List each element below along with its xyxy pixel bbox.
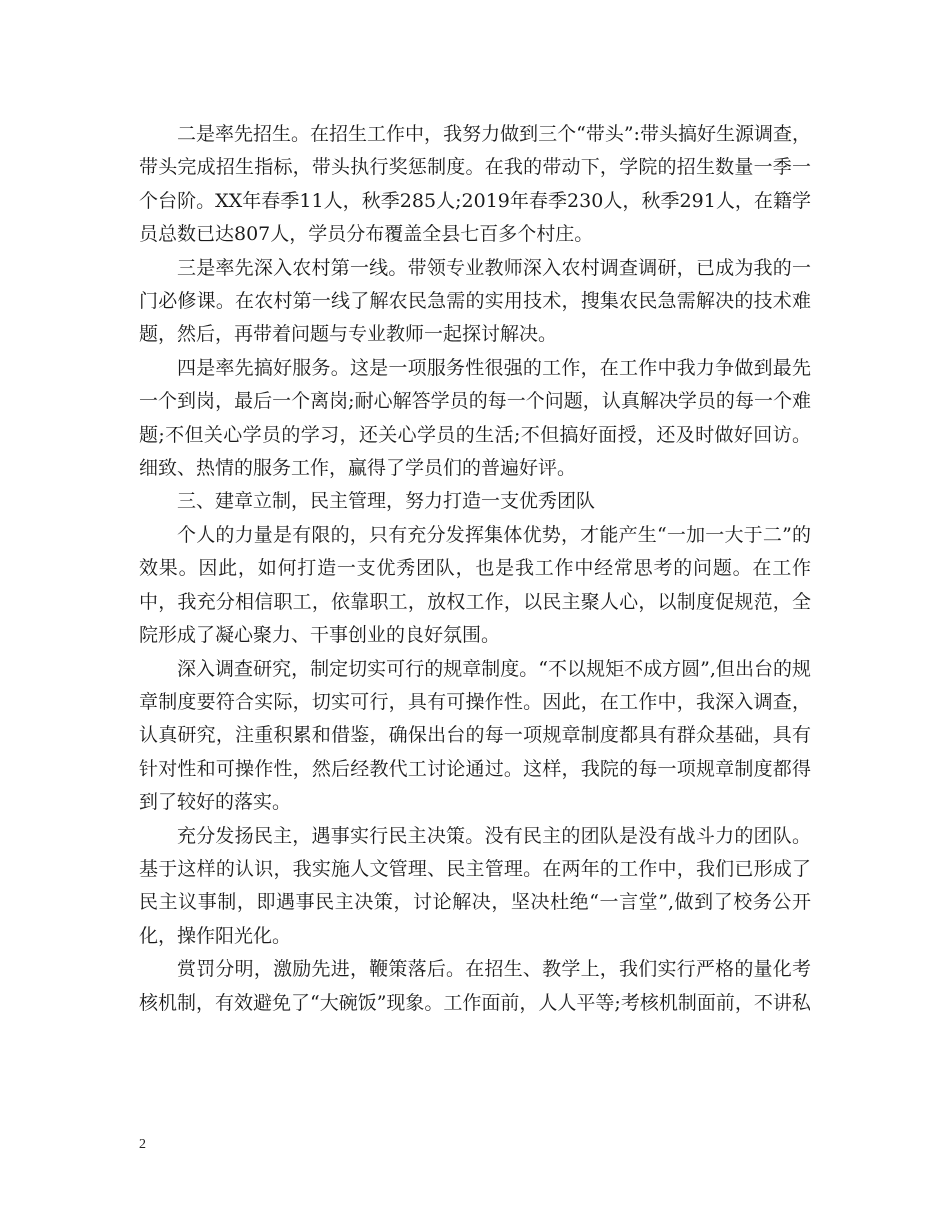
page-number: 2: [139, 1137, 146, 1152]
paragraph-rewards: 赏罚分明，激励先进，鞭策落后。在招生、教学上，我们实行严格的量化考核机制，有效避免了“大碗饭”现象。工作面前，人人平等;考核机制面前，不讲私: [139, 958, 811, 1014]
paragraph-service: 四是率先搞好服务。这是一项服务性很强的工作，在工作中我力争做到最先一个到岗，最后一个离岗;耐心解答学员的每一个问题，认真解决学员的每一个难题;不但关心学员的学习，还关心学员的生活;不但搞好面授，还及时做好回访。细致、热情的服务工作，赢得了学员们的普遍好评。: [139, 356, 811, 480]
paragraph-rural-frontline: 三是率先深入农村第一线。带领专业教师深入农村调查调研，已成为我的一门必修课。在农村第一线了解农民急需的实用技术，搜集农民急需解决的技术难题，然后，再带着问题与专业教师一起探讨解决。: [139, 256, 811, 346]
paragraph-team-strength: 个人的力量是有限的，只有充分发挥集体优势，才能产生“一加一大于二”的效果。因此，如何打造一支优秀团队，也是我工作中经常思考的问题。在工作中，我充分相信职工，依靠职工，放权工作，以民主聚人心，以制度促规范，全院形成了凝心聚力、干事创业的良好氛围。: [139, 523, 811, 647]
section-heading-team-building: 三、建章立制，民主管理，努力打造一支优秀团队: [177, 490, 596, 513]
document-body: [139, 118, 811, 1020]
paragraph-democracy: 充分发扬民主，遇事实行民主决策。没有民主的团队是没有战斗力的团队。基于这样的认识，我实施人文管理、民主管理。在两年的工作中，我们已形成了民主议事制，即遇事民主决策，讨论解决，坚决杜绝“一言堂”,做到了校务公开化，操作阳光化。: [139, 824, 811, 947]
paragraph-rules-system: 深入调查研究，制定切实可行的规章制度。“不以规矩不成方圆”,但出台的规章制度要符合实际，切实可行，具有可操作性。因此，在工作中，我深入调查，认真研究，注重积累和借鉴，确保出台的每一项规章制度都具有群众基础，具有针对性和可操作性，然后经教代工讨论通过。这样，我院的每一项规章制度都得到了较好的落实。: [139, 657, 811, 814]
paragraph-recruitment: 二是率先招生。在招生工作中，我努力做到三个“带头”:带头搞好生源调查，带头完成招生指标，带头执行奖惩制度。在我的带动下，学院的招生数量一季一个台阶。XX年春季11人，秋季285人;2019年春季230人，秋季291人，在籍学员总数已达807人，学员分布覆盖全县七百多个村庄。: [139, 123, 811, 246]
